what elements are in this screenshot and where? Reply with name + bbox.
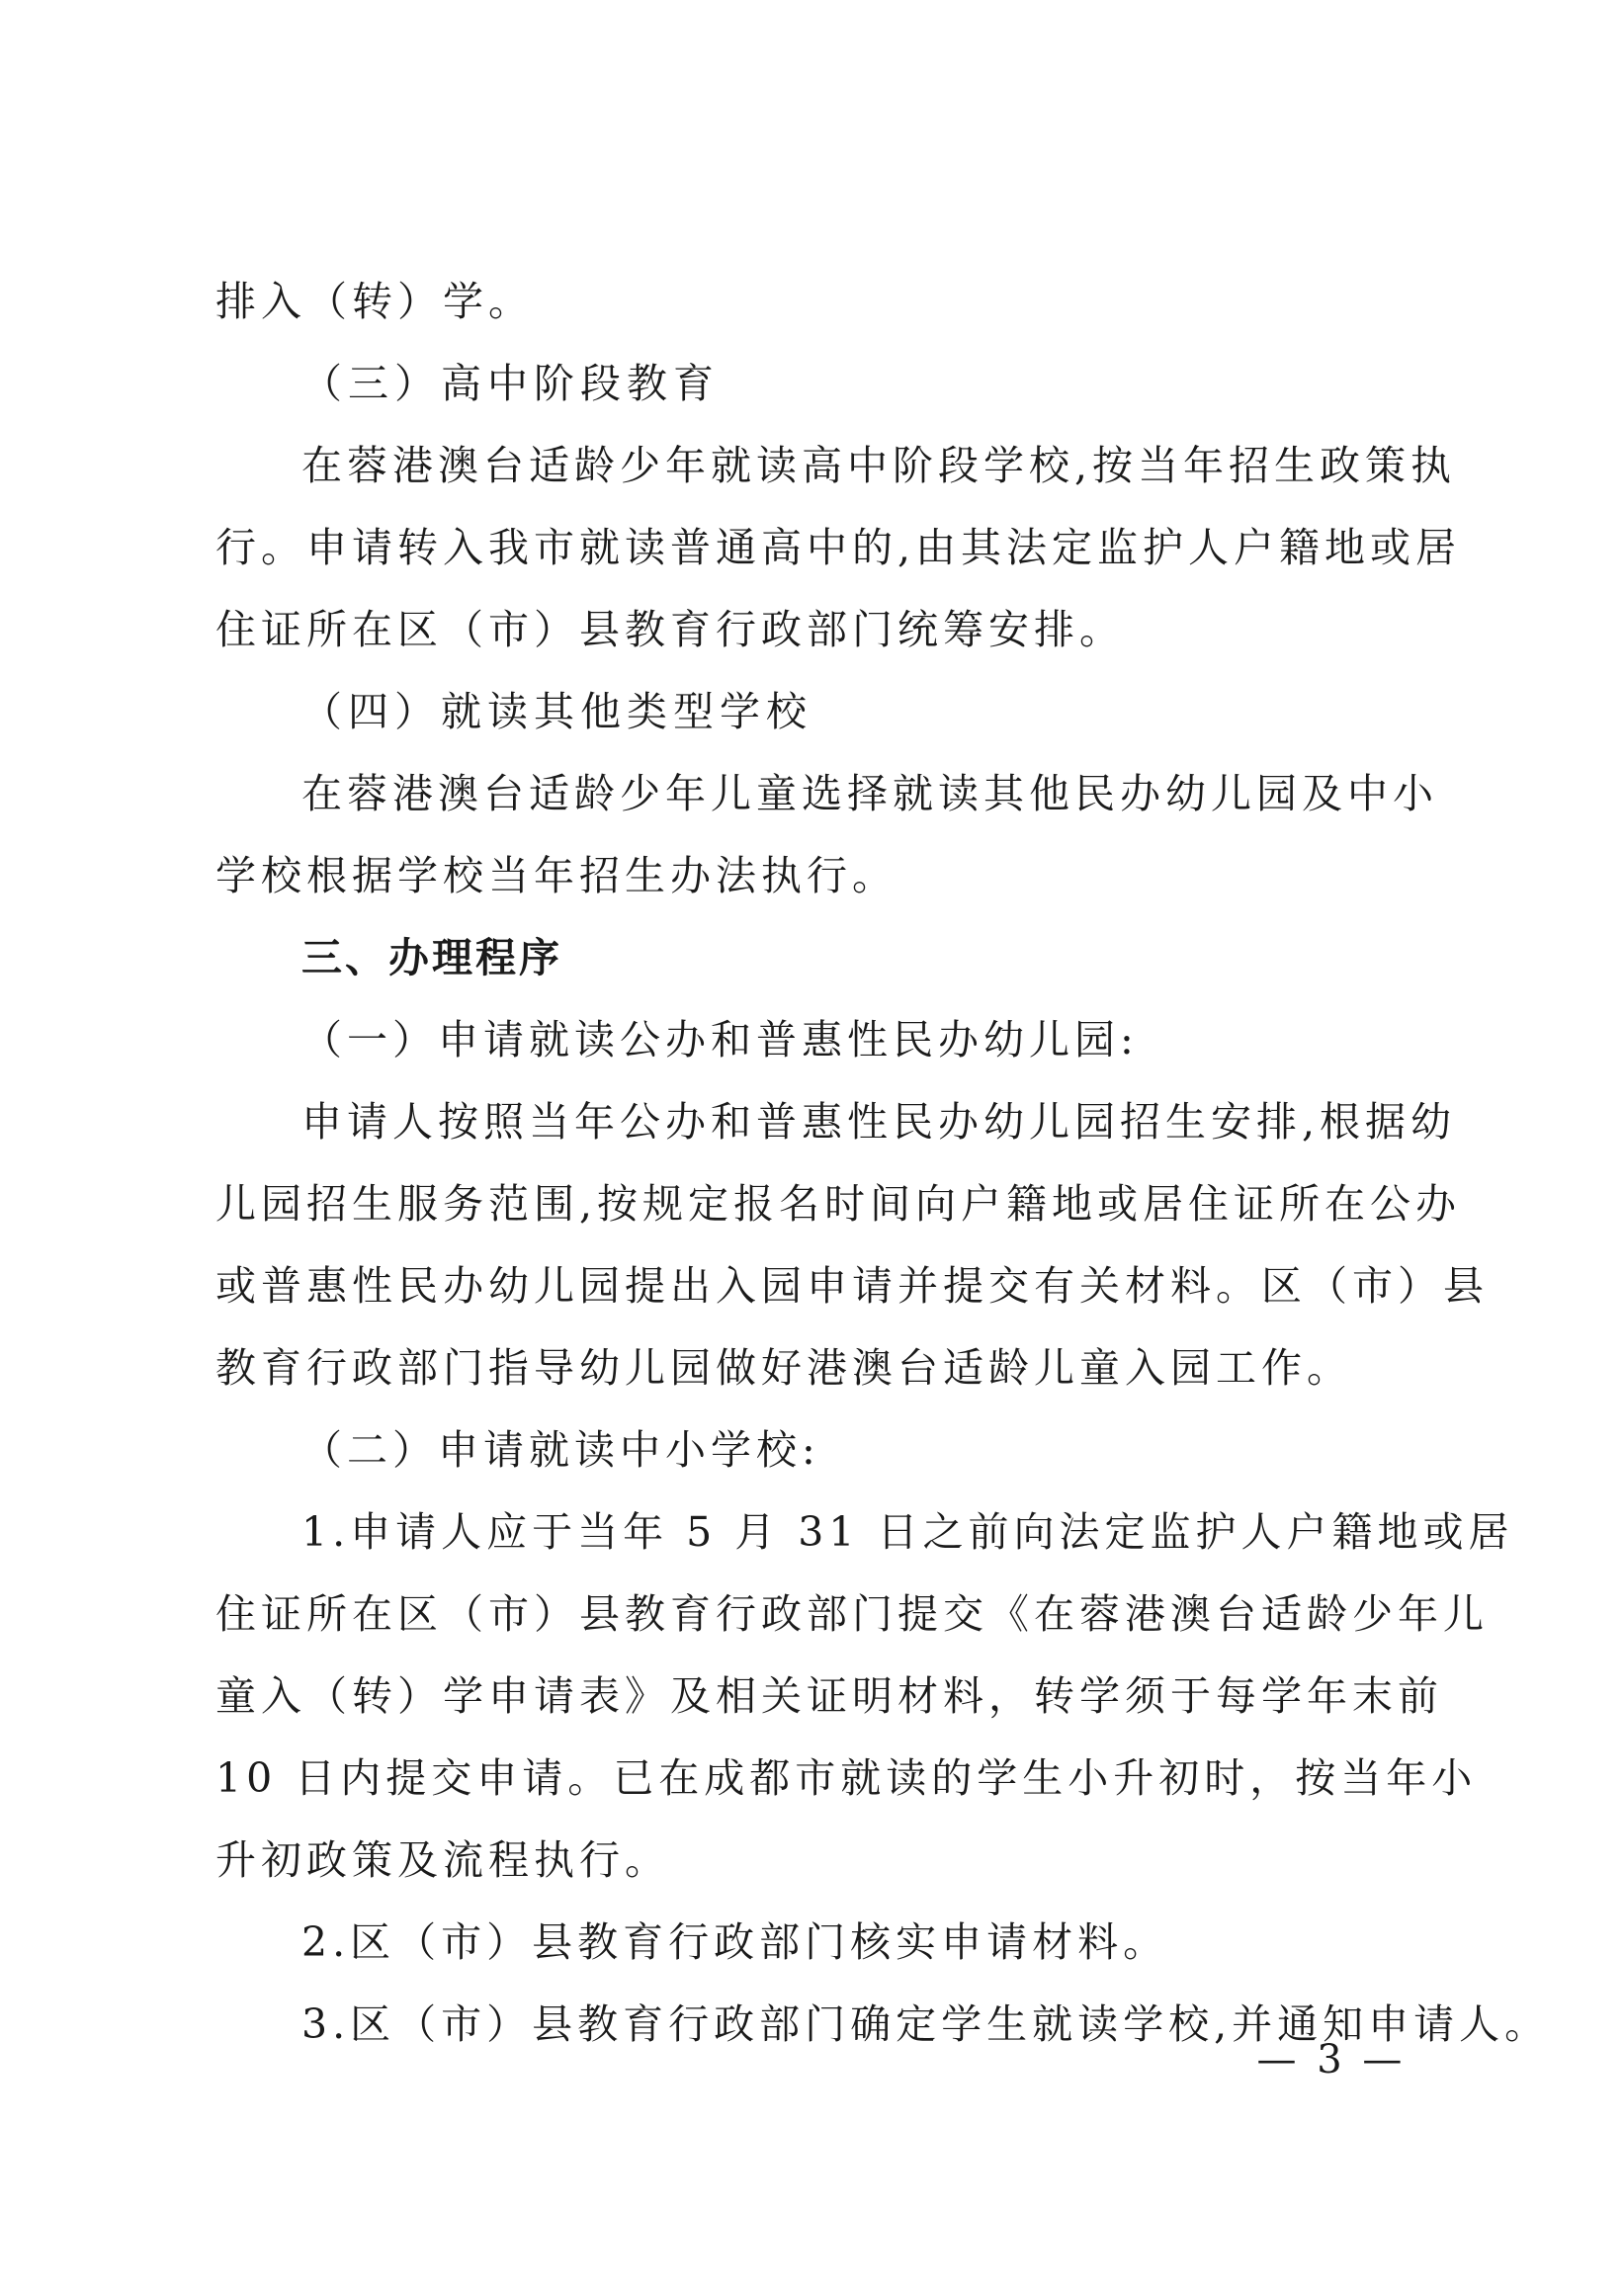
body-text-line: 升初政策及流程执行。 xyxy=(215,1836,670,1884)
section-subheading: （二）申请就读中小学校: xyxy=(301,1426,820,1474)
paragraph-first-line: 在蓉港澳台适龄少年就读高中阶段学校,按当年招生政策执 xyxy=(301,442,1457,489)
body-text-line: 儿园招生服务范围,按规定报名时间向户籍地或居住证所在公办 xyxy=(215,1180,1462,1228)
body-text-line: 住证所在区（市）县教育行政部门提交《在蓉港澳台适龄少年儿 xyxy=(215,1590,1489,1638)
page-number: — 3 — xyxy=(1256,2037,1407,2083)
paragraph-first-line: 申请人按照当年公办和普惠性民办幼儿园招生安排,根据幼 xyxy=(301,1098,1457,1146)
body-text-line: 排入（转）学。 xyxy=(215,278,534,325)
section-subheading: （一）申请就读公办和普惠性民办幼儿园: xyxy=(301,1016,1139,1063)
body-text-line: 童入（转）学申请表》及相关证明材料，转学须于每学年末前 xyxy=(215,1672,1443,1720)
body-text-line: 教育行政部门指导幼儿园做好港澳台适龄儿童入园工作。 xyxy=(215,1344,1352,1392)
body-text-line: 学校根据学校当年招生办法执行。 xyxy=(215,852,897,899)
list-item-line: 2.区（市）县教育行政部门核实申请材料。 xyxy=(301,1918,1169,1966)
body-text-line: 10 日内提交申请。已在成都市就读的学生小升初时，按当年小 xyxy=(215,1754,1478,1802)
body-text-line: 住证所在区（市）县教育行政部门统筹安排。 xyxy=(215,606,1125,653)
body-text-line: 或普惠性民办幼儿园提出入园申请并提交有关材料。区（市）县 xyxy=(215,1262,1489,1310)
list-item-first-line: 1.申请人应于当年 5 月 31 日之前向法定监护人户籍地或居 xyxy=(301,1508,1514,1556)
body-text-line: 行。申请转入我市就读普通高中的,由其法定监护人户籍地或居 xyxy=(215,524,1462,571)
section-subheading: （三）高中阶段教育 xyxy=(301,360,720,407)
list-item-line: 3.区（市）县教育行政部门确定学生就读学校,并通知申请人。 xyxy=(301,2000,1551,2048)
section-heading: 三、办理程序 xyxy=(301,934,562,981)
section-subheading: （四）就读其他类型学校 xyxy=(301,688,812,735)
paragraph-first-line: 在蓉港澳台适龄少年儿童选择就读其他民办幼儿园及中小 xyxy=(301,770,1438,817)
